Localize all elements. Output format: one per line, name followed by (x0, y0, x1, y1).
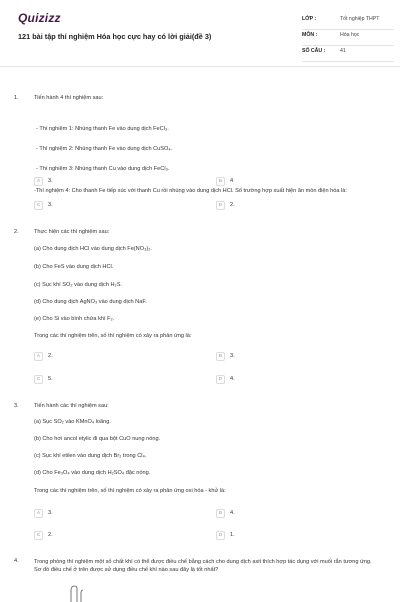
question-line: (c) Sục khí SO₂ vào dung dịch H₂S. (34, 282, 122, 288)
option-text: 4 (230, 178, 234, 184)
question-line: -Thí nghiệm 4: Cho thanh Fe tiếp xúc với thanh Cu rồi nhúng vào dung dịch HCl. Số trường hợp xuất hiện ăn mòn điện hóa là: (34, 188, 347, 194)
option-text: 3. (48, 178, 53, 184)
question-stem: Tiến hành các thí nghiệm sau: (34, 403, 109, 409)
option-text: 4. (230, 510, 235, 516)
option-letter: B (216, 509, 225, 518)
option-letter: C (34, 375, 43, 384)
option-letter: D (216, 531, 225, 540)
question-line: - Thí nghiệm 3: Nhúng thanh Cu vào dung dịch FeCl₃. (36, 166, 170, 172)
question-stem: Trong phòng thí nghiệm một số chất khí có thể được điều chế bằng cách cho dung dịch axit thích hợp tác dụng với muối rắn tương ứng. Sơ đồ điều chế ở trên được sử dụng điều chế khí nào sau đây là tốt nhất? (34, 559, 372, 573)
option-letter: C (34, 201, 43, 210)
page-title: 121 bài tập thí nghiệm Hóa học cực hay có lời giải(đề 3) (18, 32, 212, 41)
question-number: 2. (14, 229, 19, 235)
meta-label: SỐ CÂU : (302, 48, 326, 54)
meta-value: Tốt nghiệp THPT (340, 16, 380, 22)
option-text: 1. (230, 532, 235, 538)
option-letter: C (34, 531, 43, 540)
meta-row-subject (302, 30, 394, 46)
question-number: 4. (14, 558, 19, 564)
question-line: - Thí nghiệm 2: Nhúng thanh Fe vào dung dịch CuSO₄. (36, 146, 173, 152)
meta-label: MÔN : (302, 32, 318, 38)
option-letter: D (216, 201, 225, 210)
question-line: (d) Cho Fe₃O₄ vào dung dịch H₂SO₄ đặc nóng. (34, 470, 151, 476)
option-text: 4. (230, 376, 235, 382)
apparatus-diagram (62, 584, 92, 602)
question-line: (a) Cho dung dịch HCl vào dung dịch Fe(NO₃)₂. (34, 246, 152, 252)
meta-row-count (302, 46, 394, 62)
question-line: (b) Cho hơi ancol etylic đi qua bột CuO nung nóng. (34, 436, 161, 442)
question-stem: Tiến hành 4 thí nghiệm sau: (34, 95, 104, 101)
option-text: 2. (48, 532, 53, 538)
question-number: 1. (14, 95, 19, 101)
option-letter: B (216, 352, 225, 361)
question-line: (d) Cho dung dịch AgNO₃ vào dung dịch NaF. (34, 299, 147, 305)
meta-value: Hóa học (340, 32, 360, 38)
option-text: 3. (230, 353, 235, 359)
option-text: 5. (48, 376, 53, 382)
option-text: 2. (230, 202, 235, 208)
meta-row-class (302, 14, 394, 30)
question-line: (b) Cho FeS vào dung dịch HCl. (34, 264, 114, 270)
question-line: Trong các thí nghiệm trên, số thí nghiệm có xảy ra phản ứng là: (34, 333, 192, 339)
meta-value: 41 (340, 48, 346, 54)
question-line: - Thí nghiệm 1: Nhúng thanh Fe vào dung dịch FeCl₃. (36, 126, 169, 132)
quizizz-logo: Quizizz (18, 11, 61, 25)
worksheet-header (0, 0, 400, 67)
option-text: 3. (48, 510, 53, 516)
question-number: 3. (14, 403, 19, 409)
option-letter: A (34, 509, 43, 518)
option-letter: A (34, 352, 43, 361)
question-line: Trong các thí nghiệm trên, số thí nghiệm có xảy ra phản ứng oxi hóa - khử là: (34, 488, 226, 494)
question-line: (e) Cho Si vào bình chứa khí F₂. (34, 316, 115, 322)
option-letter: D (216, 375, 225, 384)
option-letter: A (34, 177, 43, 186)
option-letter: B (216, 177, 225, 186)
question-stem: Thực hiện các thí nghiệm sau: (34, 229, 110, 235)
option-text: 3. (48, 202, 53, 208)
meta-table (302, 14, 394, 62)
option-text: 2. (48, 353, 53, 359)
question-line: (c) Sục khí etilen vào dung dịch Br₂ trong Cl₄. (34, 453, 147, 459)
question-line: (a) Sục SO₂ vào KMnO₄ loãng. (34, 419, 111, 425)
meta-label: LỚP : (302, 16, 317, 22)
